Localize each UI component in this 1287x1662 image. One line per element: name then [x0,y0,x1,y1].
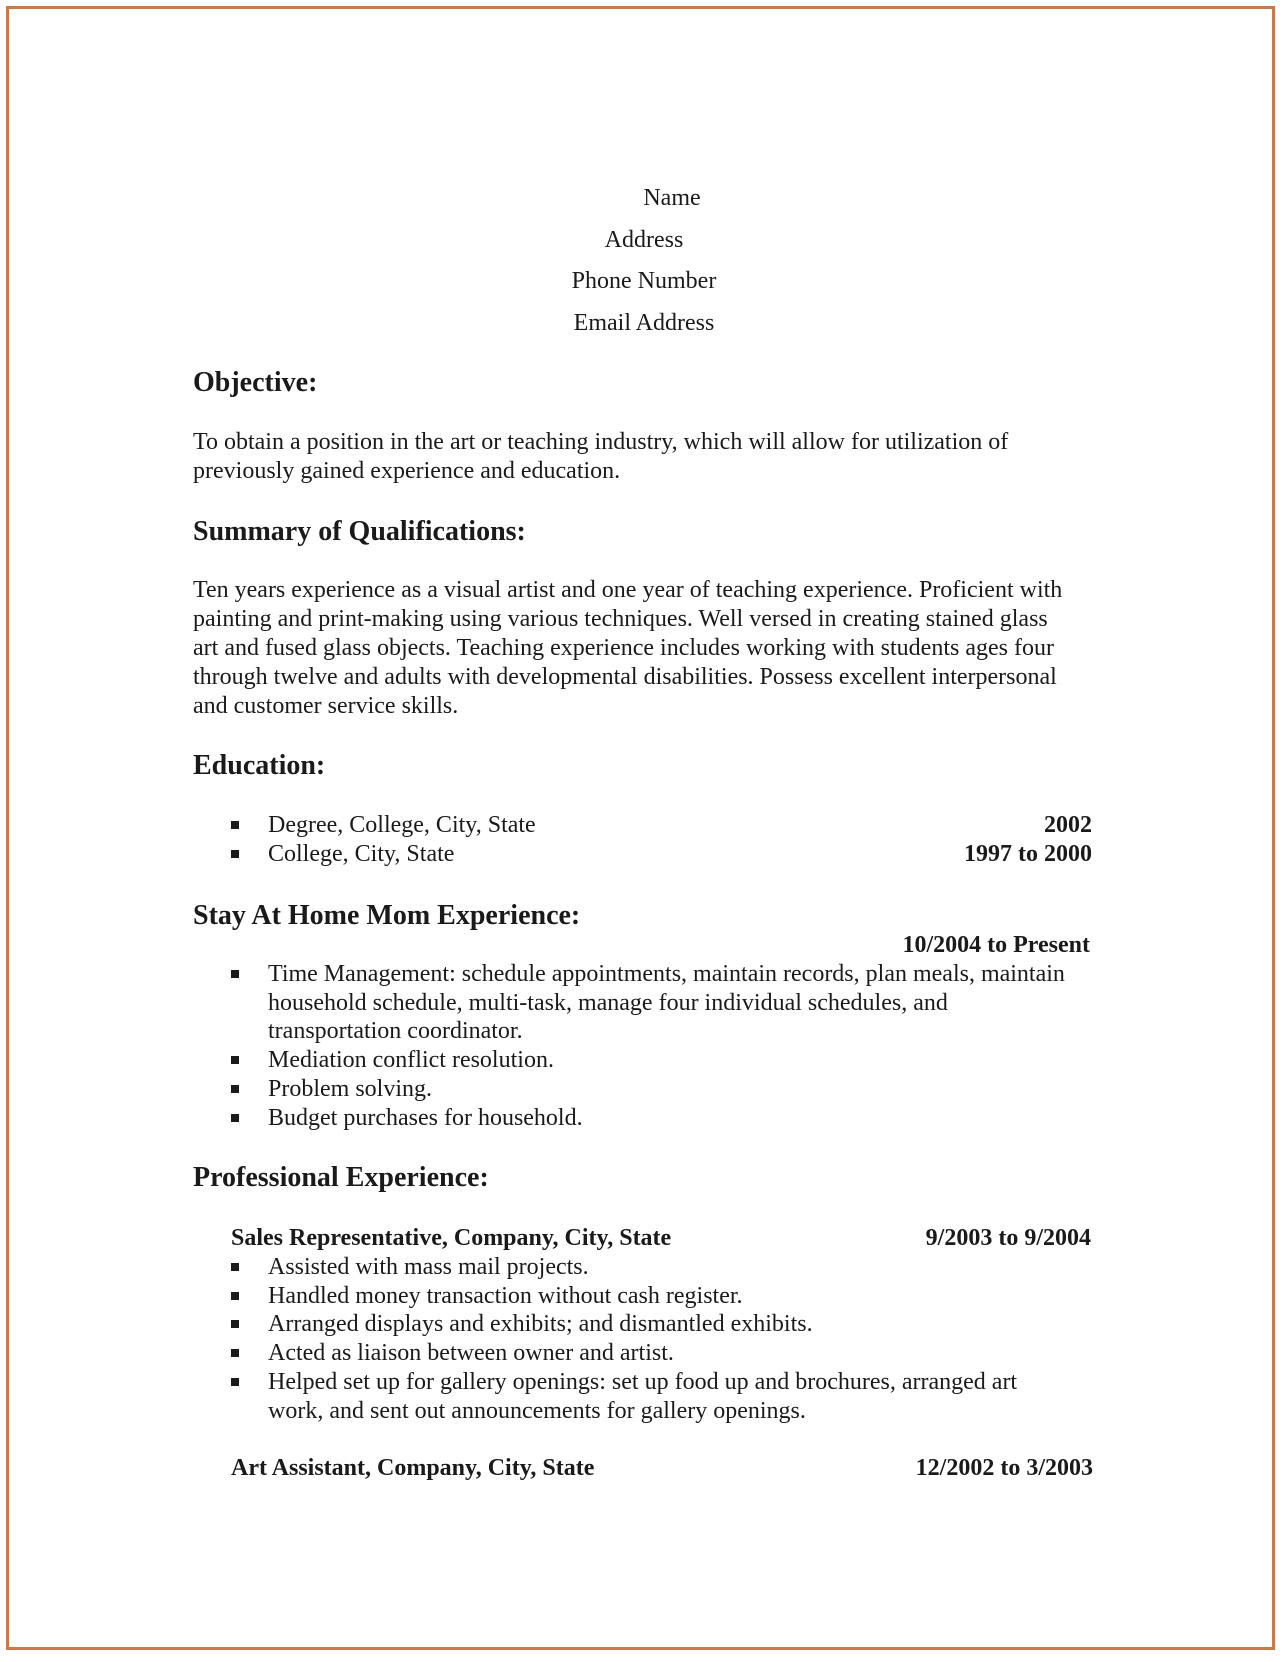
objective-heading: Objective: [193,367,318,398]
education-item-label: College, City, State [268,840,455,867]
job-date: 12/2002 to 3/2003 [915,1455,1093,1481]
education-item-date: 2002 [1044,812,1092,838]
home-heading: Stay At Home Mom Experience: [193,900,581,931]
education-item [231,811,1093,840]
job-title: Art Assistant, Company, City, State [231,1455,595,1481]
contact-email: Email Address [573,309,715,336]
education-item-date: 1997 to 2000 [964,840,1092,867]
professional-heading: Professional Experience: [193,1162,489,1193]
job-title-row [231,1224,1091,1252]
home-item: Budget purchases for household. [231,1104,1071,1133]
contact-address: Address [604,226,684,253]
job-duty-item: Assisted with mass mail projects. [231,1253,1051,1282]
job-duties-list [231,1253,1051,1425]
job-title: Sales Representative, Company, City, State [231,1225,672,1251]
education-item [231,840,1093,869]
education-item-label: Degree, College, City, State [268,812,536,838]
home-item: Mediation conflict resolution. [231,1046,1071,1075]
home-item: Problem solving. [231,1075,1071,1104]
home-date: 10/2004 to Present [902,932,1090,958]
education-list [231,811,1093,868]
job-duty-item: Acted as liaison between owner and artist. [231,1339,1051,1368]
summary-text: Ten years experience as a visual artist and one year of teaching experience. Proficient with painting and print-making using various techniques. Well versed in creating stained glass art and fused glass objects. Teaching experience includes working with students ages four through twelve and adults with developmental disabilities. Possess excellent interpersonal and customer service skills. [193,577,1063,719]
education-heading: Education: [193,750,326,781]
job-duty-item: Helped set up for gallery openings: set up food up and brochures, arranged art work, and sent out announcements for gallery openings. [231,1368,1051,1425]
objective-text: To obtain a position in the art or teaching industry, which will allow for utilization of previously gained experience and education. [193,429,1009,484]
summary-heading: Summary of Qualifications: [193,516,526,547]
job-duty-item: Arranged displays and exhibits; and dismantled exhibits. [231,1310,1051,1339]
job-date: 9/2003 to 9/2004 [925,1225,1091,1251]
job-title-row [231,1454,1093,1482]
contact-name: Name [643,185,701,211]
job-duty-item: Handled money transaction without cash register. [231,1282,1051,1311]
home-list [231,960,1071,1132]
home-item: Time Management: schedule appointments, maintain records, plan meals, maintain household schedule, multi-task, manage four individual schedules, and transportation coordinator. [231,960,1071,1046]
contact-phone: Phone Number [571,268,717,294]
contact-block [193,178,1093,344]
